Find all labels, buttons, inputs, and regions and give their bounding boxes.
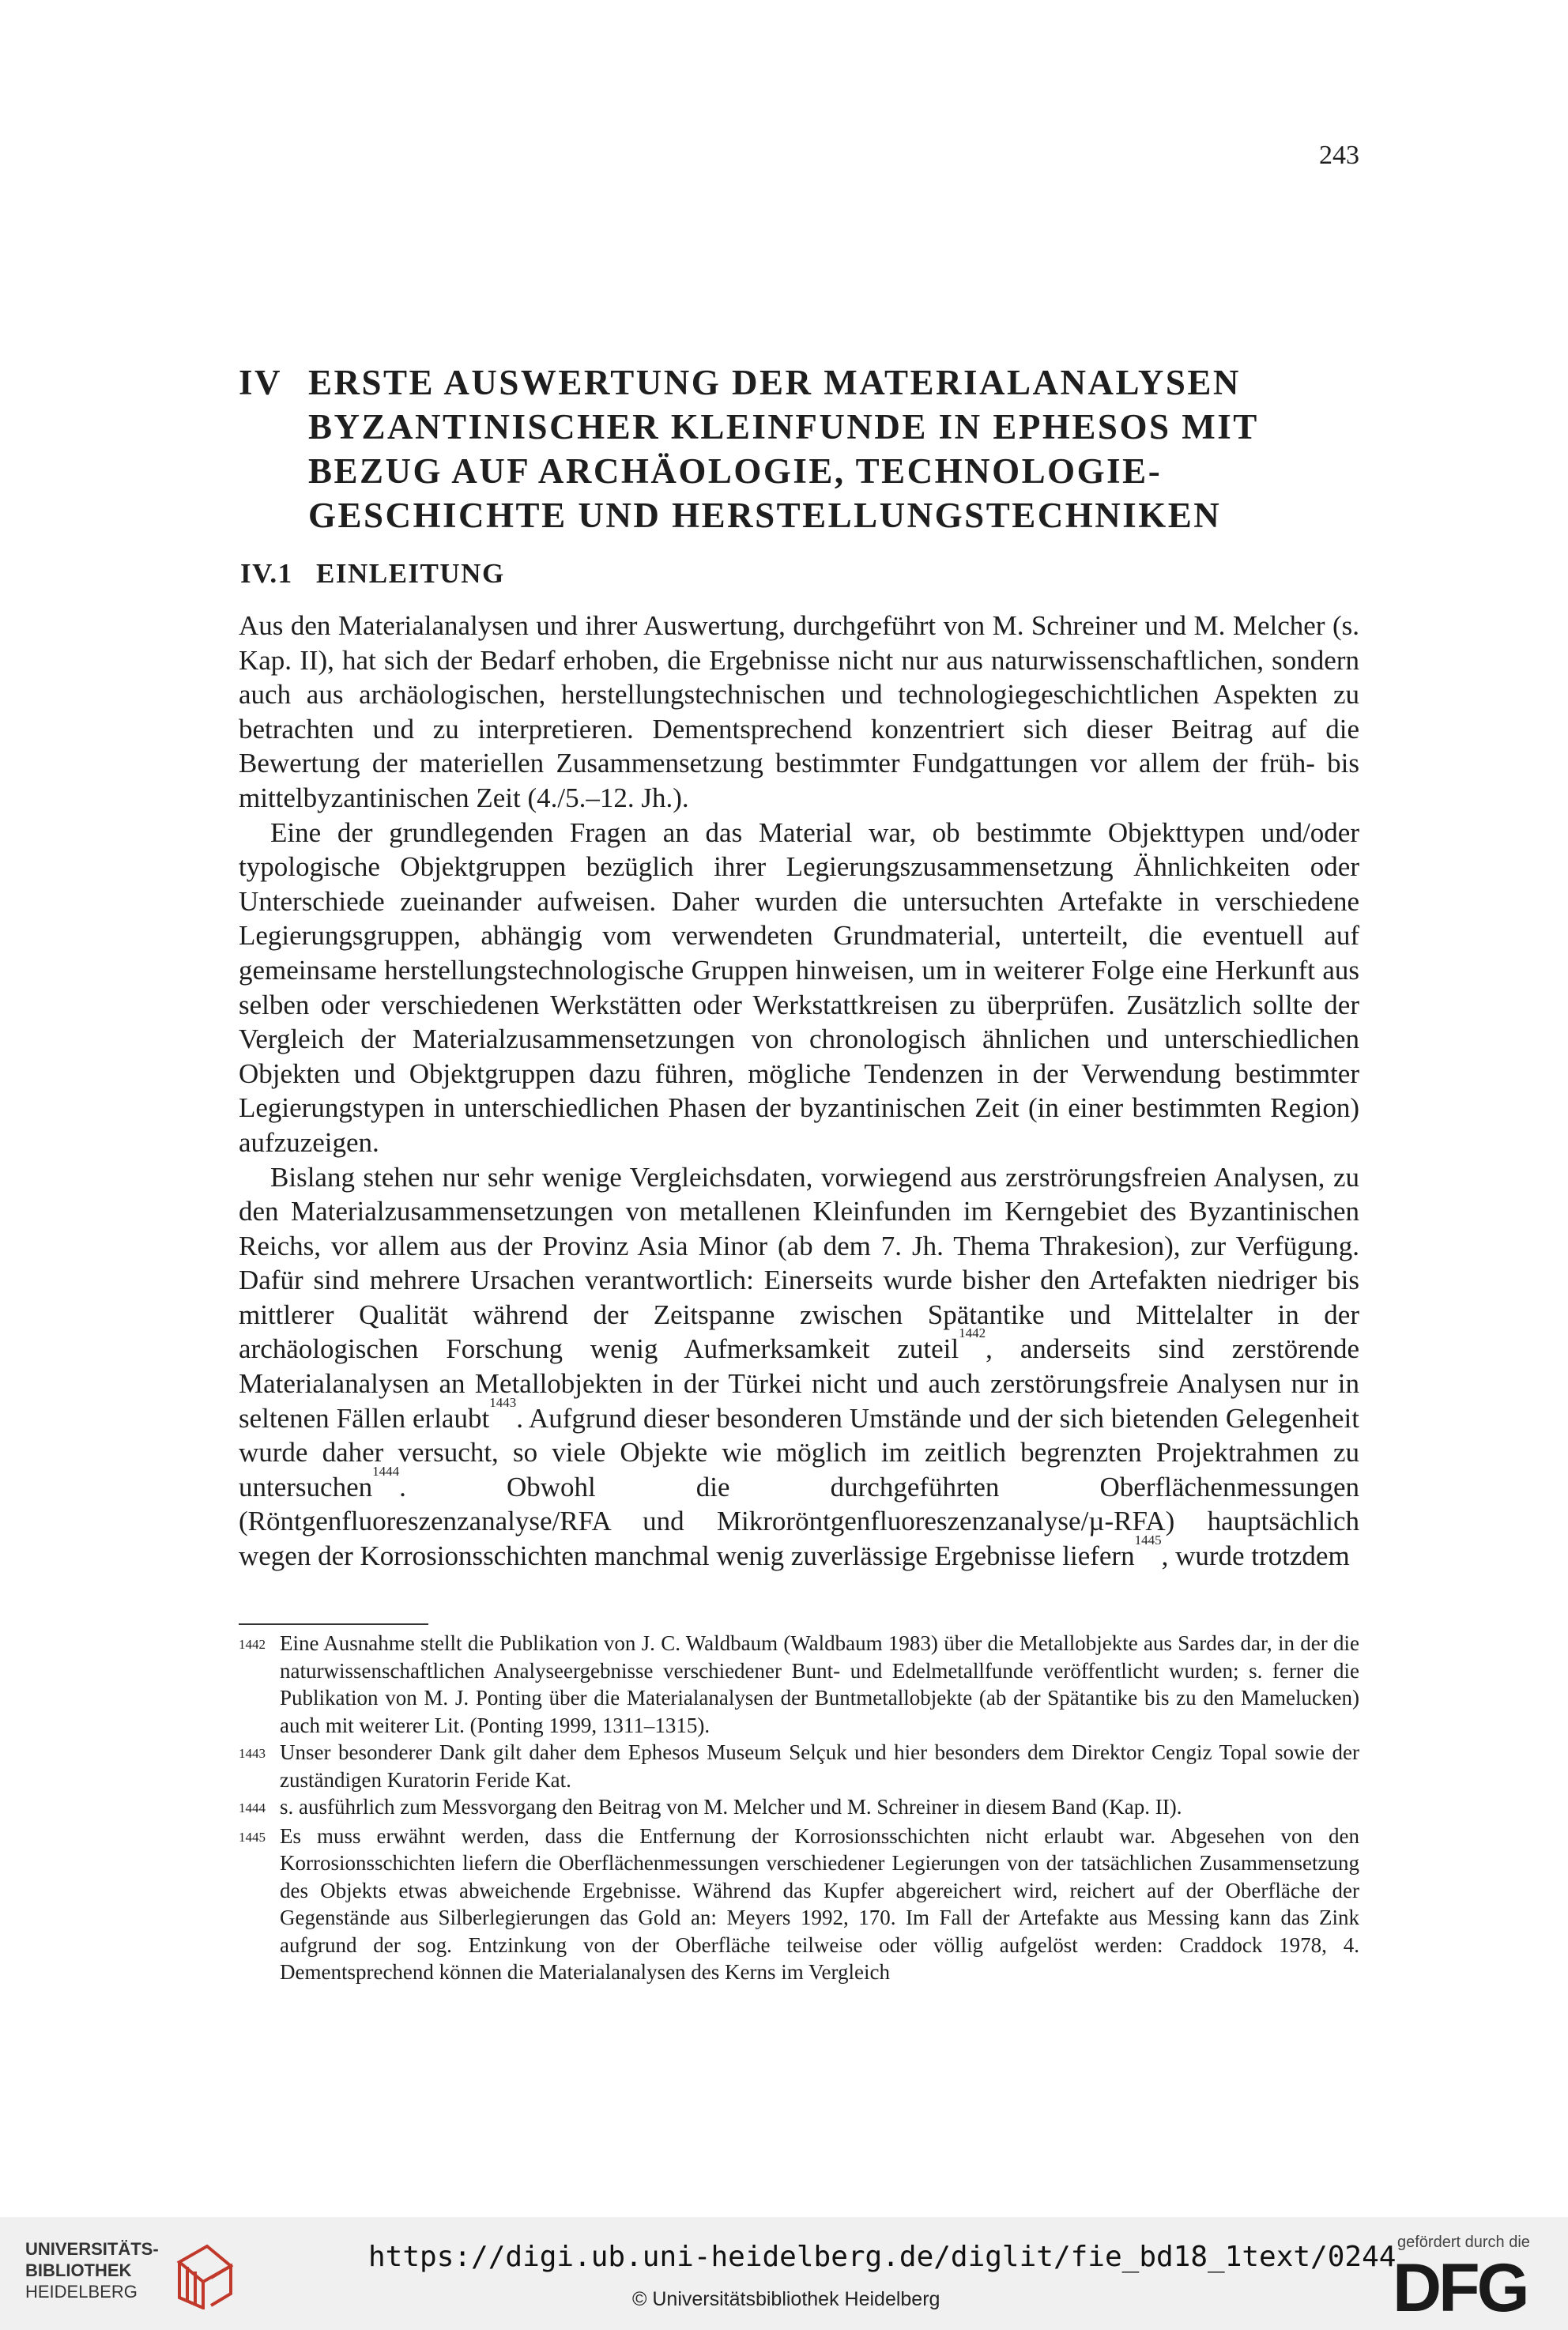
footnote-text: Eine Ausnahme stellt die Publikation von J. C. Waldbaum (Waldbaum 1983) über die Metallobjekte aus Sardes dar, in der die naturwissenschaftlichen Analyseergebnisse verschiedener Bunt- und Edelmetallfunde veröffentlicht wurden; s. ferner die Publikation von M. J. Ponting über die Materialanalysen der Buntmetallobjekte (ab der Spätantike bis zu den Mamelucken) auch mit weiterer Lit. (Ponting 1999, 1311–1315). [280,1631,1359,1737]
chapter-title-line: BYZANTINISCHER KLEINFUNDE IN EPHESOS MIT [308,407,1259,447]
dfg-logo-text: DFG [1393,2254,1527,2317]
footnote-text: s. ausführlich zum Messvorgang den Beitrag von M. Melcher und M. Schreiner in diesem Band (Kap. II). [280,1795,1182,1819]
footnotes [239,1630,1359,1986]
logo-line: BIBLIOTHEK [25,2260,132,2280]
body-text [239,609,1359,1574]
library-book-icon [164,2238,243,2309]
footnote [239,1793,1359,1823]
paragraph-text: Bislang stehen nur sehr wenige Vergleichsdaten, vorwiegend aus zerströrungsfreien Analysen, zu den Materialzusammensetzungen von metallenen Kleinfunden im Kerngebiet des Byzantinischen Reichs, vor allem aus der Provinz Asia Minor (ab dem 7. Jh. Thema Thrakesion), zur Verfügung. Dafür sind mehrere Ursachen verantwortlich: Einerseits wurde bisher den Artefakten niedriger bis mittlerer Qualität während der Zeitspanne zwischen Spätantike und Mittelalter in der archäologischen Forschung wenig Aufmerksamkeit zuteil [239,1161,1359,1365]
chapter-heading [239,360,1377,537]
footnote-number: 1443 [239,1746,266,1761]
funding-note: gefördert durch die [1397,2234,1530,2251]
paragraph-text: , anderseits sind zerstörende Materialanalysen an Metallobjekten in der Türkei nicht und auch zerstörungsfreie Analysen nur in seltenen Fällen erlaubt [239,1333,1360,1434]
chapter-title-line: GESCHICHTE UND HERSTELLUNGSTECHNIKEN [308,496,1222,535]
footnote-text: Es muss erwähnt werden, dass die Entfernung der Korrosionsschichten nicht erlaubt war. Abgesehen von den Korrosionsschichten liefern die Oberflächenmessungen verschiedener Legierungen von der tatsächlichen Zusammensetzung des Objekts etwas abweichende Ergebnisse. Während das Kupfer abgereichert wird, reichert auf der Oberfläche der Gegenstände aus Silberlegierungen das Gold an: Meyers 1992, 170. Im Fall der Artefakte aus Messing kann das Zink aufgrund der sog. Entzinkung von der Oberfläche teilweise oder völlig aufgelöst werden: Craddock 1978, 4. Dementsprechend können die Materialanalysen des Kerns im Vergleich [280,1823,1359,1984]
paragraph: Aus den Materialanalysen und ihrer Auswertung, durchgeführt von M. Schreiner und M. Melcher (s. Kap. II), hat sich der Bedarf erhoben, die Ergebnisse nicht nur aus naturwissenschaftlichen, sondern auch aus archäologischen, herstellungstechnischen und technologiegeschichtlichen Aspekten zu betrachten und zu interpretieren. Dementsprechend konzentriert sich dieser Beitrag auf die Bewertung der materiellen Zusammensetzung bestimmter Fundgattungen vor allem der früh- bis mittelbyzantinischen Zeit (4./5.–12. Jh.). [239,610,1359,813]
logo-line: HEIDELBERG [25,2282,138,2302]
copyright-notice: © Universitätsbibliothek Heidelberg [632,2288,940,2310]
footnote-ref[interactable]: 1442 [959,1325,986,1341]
chapter-title [308,360,1259,537]
section-number: IV.1 [240,558,293,589]
logo-line: UNIVERSITÄTS- [25,2239,159,2259]
paragraph-text: . Obwohl die durchgeführten Oberflächenmessungen (Röntgenfluoreszenzanalyse/RFA und Mikroröntgenfluoreszenzanalyse/µ-RFA) hauptsächlich wegen der Korrosionsschichten manchmal wenig zuverlässige Ergebnisse liefern [239,1471,1359,1572]
footnote-ref[interactable]: 1445 [1134,1533,1162,1548]
paragraph [239,1160,1359,1574]
dfg-logo[interactable] [1393,2254,1547,2317]
footnote-number: 1444 [239,1800,266,1815]
paragraph-text: , wurde trotzdem [1161,1540,1350,1572]
paragraph: Eine der grundlegenden Fragen an das Material war, ob bestimmte Objekttypen und/oder typologische Objektgruppen bezüglich ihrer Legierungszusammensetzung Ähnlichkeiten oder Unterschiede zueinander aufweisen. Daher wurden die untersuchten Artefakte in verschiedene Legierungsgruppen, abhängig vom verwendeten Grundmaterial, unterteilt, die eventuell auf gemeinsame herstellungstechnologische Gruppen hinweisen, um in weiterer Folge eine Herkunft aus selben oder verschiedenen Werkstätten oder Werkstattkreisen zu überprüfen. Zusätzlich sollte der Vergleich der Materialzusammensetzungen von chronologisch ähnlichen und unterschiedlichen Objekten und Objektgruppen dazu führen, mögliche Tendenzen in der Verwendung bestimmter Legierungstypen in unterschiedlichen Phasen der byzantinischen Zeit (in einer bestimmten Region) aufzuzeigen. [239,816,1359,1158]
chapter-title-line: BEZUG AUF ARCHÄOLOGIE, TECHNOLOGIE- [308,451,1163,491]
page-number: 243 [1319,141,1359,170]
permalink-url[interactable]: https://digi.ub.uni-heidelberg.de/diglit/fie_bd18_1text/0244 [368,2241,1396,2273]
footnote-number: 1442 [239,1637,266,1652]
paragraph-text: . Aufgrund dieser besonderen Umstände und der sich bietenden Gelegenheit wurde daher versucht, so viele Objekte wie möglich im zeitlich begrenzten Projektrahmen zu untersuchen [239,1402,1359,1502]
chapter-title-line: ERSTE AUSWERTUNG DER MATERIALANALYSEN [308,363,1241,402]
footnote-divider [239,1623,428,1625]
footnote-text: Unser besonderer Dank gilt daher dem Ephesos Museum Selçuk und hier besonders dem Direktor Cengiz Topal sowie der zuständigen Kuratorin Feride Kat. [280,1740,1359,1792]
footnote-ref[interactable]: 1443 [489,1394,517,1410]
footnote-ref[interactable]: 1444 [372,1463,400,1479]
chapter-number: IV [239,363,283,402]
footnote [239,1630,1359,1739]
section-title: EINLEITUNG [316,558,505,589]
footnote-number: 1445 [239,1829,266,1845]
library-logo[interactable] [25,2238,231,2317]
footnote [239,1739,1359,1793]
footnote [239,1823,1359,1986]
section-heading [240,558,505,590]
